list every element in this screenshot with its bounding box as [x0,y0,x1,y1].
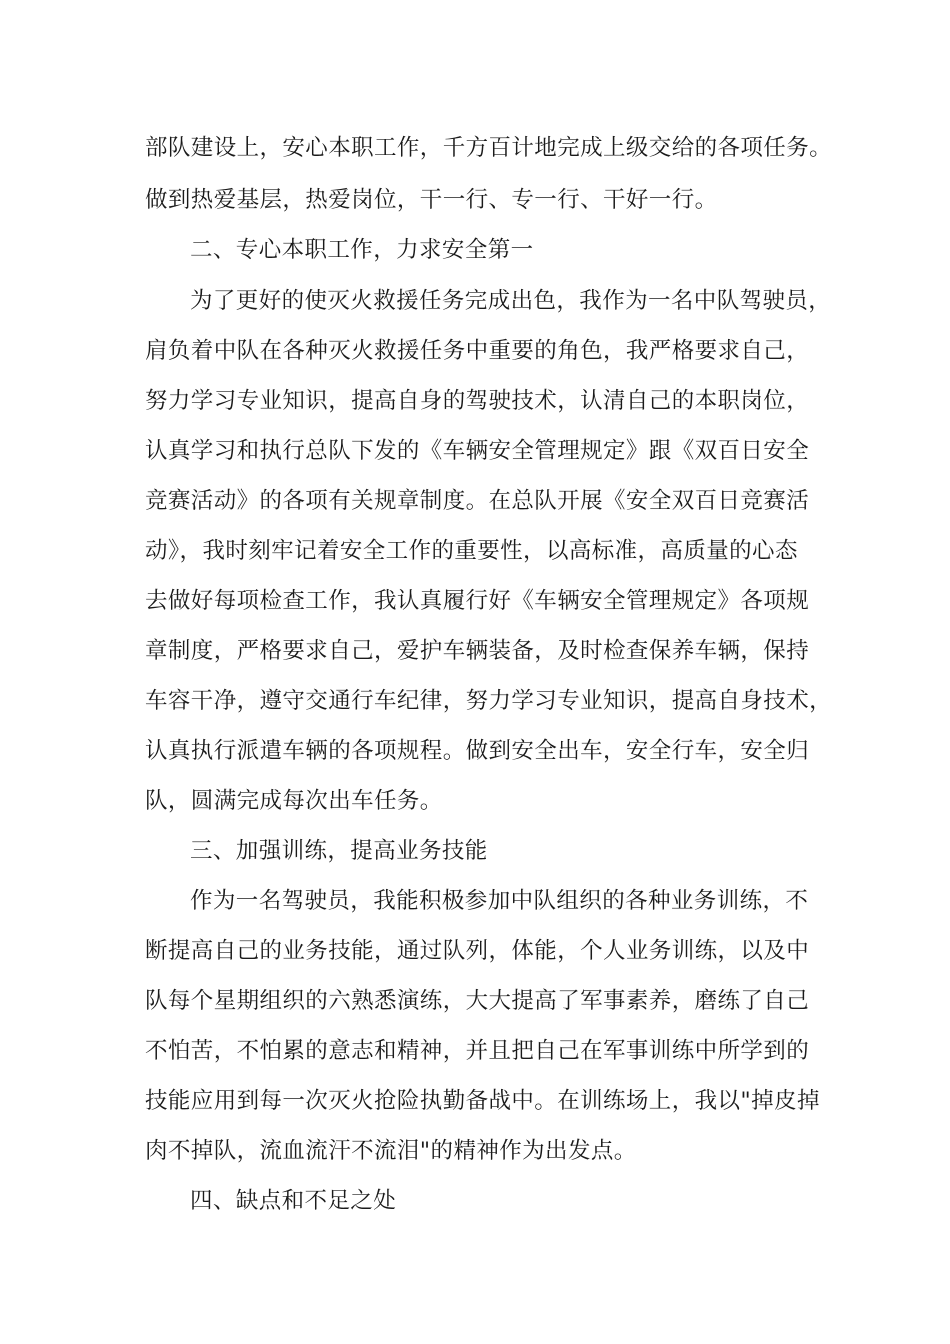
body-text-line: 努力学习专业知识，提高自身的驾驶技术，认清自己的本职岗位， [145,388,810,414]
paragraph-first-line: 作为一名驾驶员，我能积极参加中队组织的各种业务训练，不 [190,888,809,914]
body-text-line: 队，圆满完成每次出车任务。 [145,788,443,814]
body-text-line: 肩负着中队在各种灭火救援任务中重要的角色，我严格要求自己， [145,338,810,364]
body-text-line: 部队建设上，安心本职工作，千方百计地完成上级交给的各项任务。 [145,135,833,161]
paragraph-first-line: 为了更好的使灭火救援任务完成出色，我作为一名中队驾驶员， [190,288,832,314]
body-text-line: 竞赛活动》的各项有关规章制度。在总队开展《安全双百日竞赛活 [145,488,810,514]
body-text-line: 动》，我时刻牢记着安全工作的重要性，以高标准，高质量的心态 [145,538,798,564]
body-text-line: 肉不掉队，流血流汗不流泪"的精神作为出发点。 [145,1138,637,1164]
body-text-line: 做到热爱基层，热爱岗位，干一行、专一行、干好一行。 [145,187,718,213]
body-text-line: 车容干净，遵守交通行车纪律，努力学习专业知识，提高自身技术， [145,688,833,714]
body-text-line: 不怕苦，不怕累的意志和精神，并且把自己在军事训练中所学到的 [145,1038,810,1064]
body-text-line: 去做好每项检查工作，我认真履行好《车辆安全管理规定》各项规 [145,588,810,614]
section-heading-4: 四、缺点和不足之处 [190,1188,397,1214]
body-text-line: 认真学习和执行总队下发的《车辆安全管理规定》跟《双百日安全 [145,438,810,464]
section-heading-3: 三、加强训练，提高业务技能 [190,838,488,864]
body-text-line: 断提高自己的业务技能，通过队列，体能，个人业务训练，以及中 [145,938,810,964]
section-heading-2: 二、专心本职工作，力求安全第一 [190,237,534,263]
body-text-line: 技能应用到每一次灭火抢险执勤备战中。在训练场上，我以"掉皮掉 [145,1088,820,1114]
body-text-line: 队每个星期组织的六熟悉演练，大大提高了军事素养，磨练了自己 [145,988,810,1014]
body-text-line: 章制度，严格要求自己，爱护车辆装备，及时检查保养车辆，保持 [145,638,810,664]
body-text-line: 认真执行派遣车辆的各项规程。做到安全出车，安全行车，安全归 [145,738,810,764]
